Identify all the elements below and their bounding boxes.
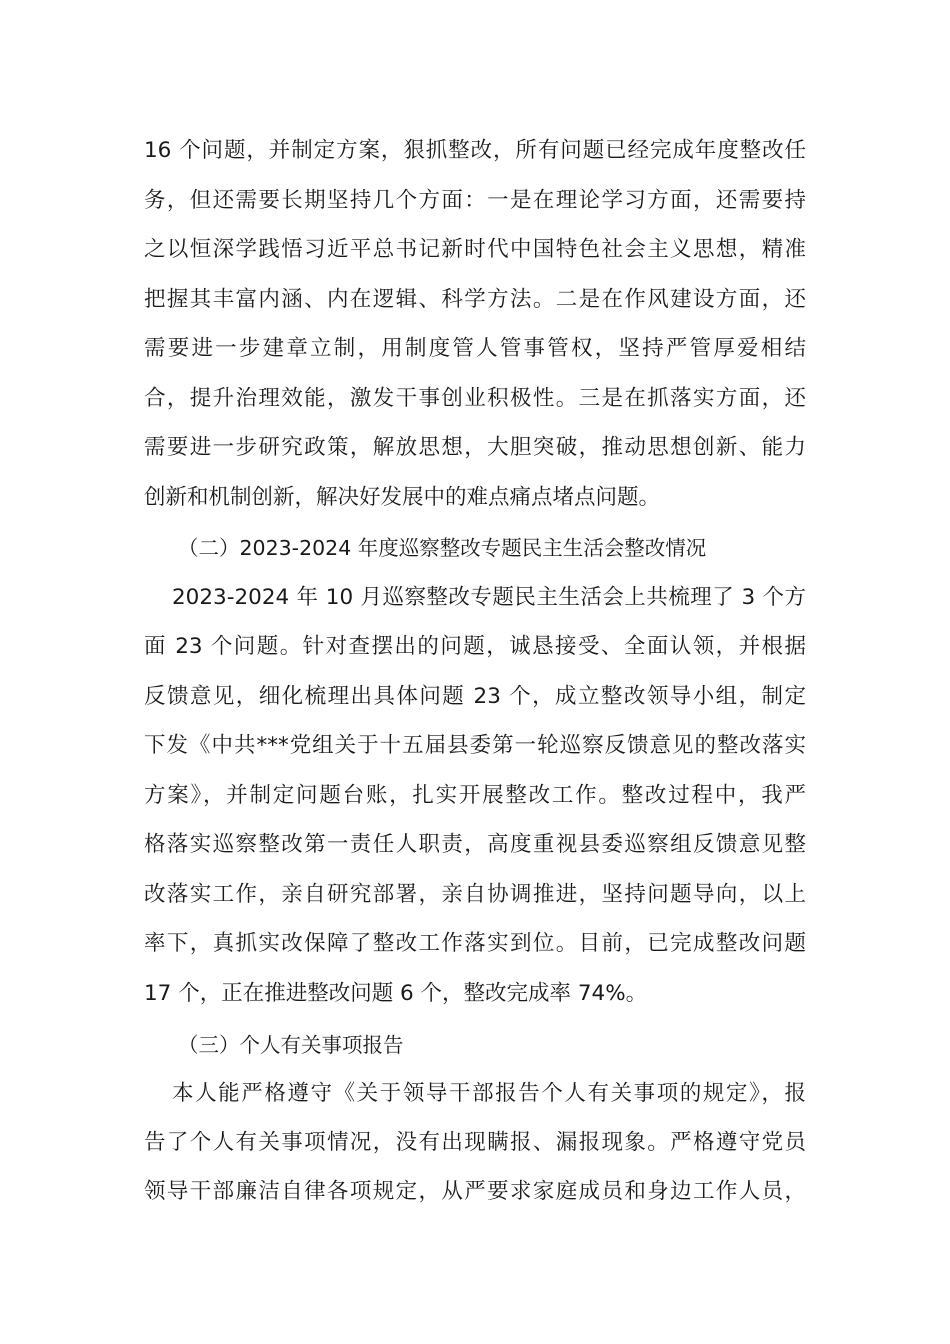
paragraph-line: 合，提升治理效能，激发干事创业积极性。三是在抓落实方面，还 [144, 386, 806, 411]
paragraph-line: 改落实工作，亲自研究部署，亲自协调推进，坚持问题导向，以上 [144, 882, 806, 907]
paragraph-line: 需要进一步研究政策，解放思想，大胆突破，推动思想创新、能力 [144, 435, 806, 460]
paragraph-line: 率下，真抓实改保障了整改工作落实到位。目前，已完成整改问题 [144, 931, 806, 956]
section-heading: （三）个人有关事项报告 [178, 1033, 404, 1057]
paragraph-line: 把握其丰富内涵、内在逻辑、科学方法。二是在作风建设方面，还 [144, 287, 806, 312]
paragraph-line: 告了个人有关事项情况，没有出现瞒报、漏报现象。严格遵守党员 [144, 1130, 806, 1155]
paragraph-line: 下发《中共***党组关于十五届县委第一轮巡察反馈意见的整改落实 [144, 733, 806, 758]
paragraph-line: 反馈意见，细化梳理出具体问题 23 个，成立整改领导小组，制定 [144, 684, 806, 709]
paragraph-line: 17 个，正在推进整改问题 6 个，整改完成率 74%。 [144, 981, 648, 1006]
paragraph-line: 创新和机制创新，解决好发展中的难点痛点堵点问题。 [144, 485, 661, 510]
paragraph-line: 领导干部廉洁自律各项规定，从严要求家庭成员和身边工作人员， [144, 1179, 806, 1204]
paragraph-line: 方案》，并制定问题台账，扎实开展整改工作。整改过程中，我严 [144, 783, 806, 808]
paragraph-line: 需要进一步建章立制，用制度管人管事管权，坚持严管厚爱相结 [144, 336, 806, 361]
paragraph-line: 面 23 个问题。针对查摆出的问题，诚恳接受、全面认领，并根据 [144, 634, 806, 659]
paragraph-line: 16 个问题，并制定方案，狠抓整改，所有问题已经完成年度整改任 [144, 138, 806, 163]
paragraph-line: 2023-2024 年 10 月巡察整改专题民主生活会上共梳理了 3 个方 [172, 585, 806, 610]
paragraph-line: 之以恒深学践悟习近平总书记新时代中国特色社会主义思想，精准 [144, 237, 806, 262]
paragraph-line: 务，但还需要长期坚持几个方面：一是在理论学习方面，还需要持 [144, 188, 806, 213]
paragraph-line: 格落实巡察整改第一责任人职责，高度重视县委巡察组反馈意见整 [144, 832, 806, 857]
section-heading: （二）2023-2024 年度巡察整改专题民主生活会整改情况 [178, 536, 707, 560]
paragraph-line: 本人能严格遵守《关于领导干部报告个人有关事项的规定》，报 [172, 1081, 806, 1106]
